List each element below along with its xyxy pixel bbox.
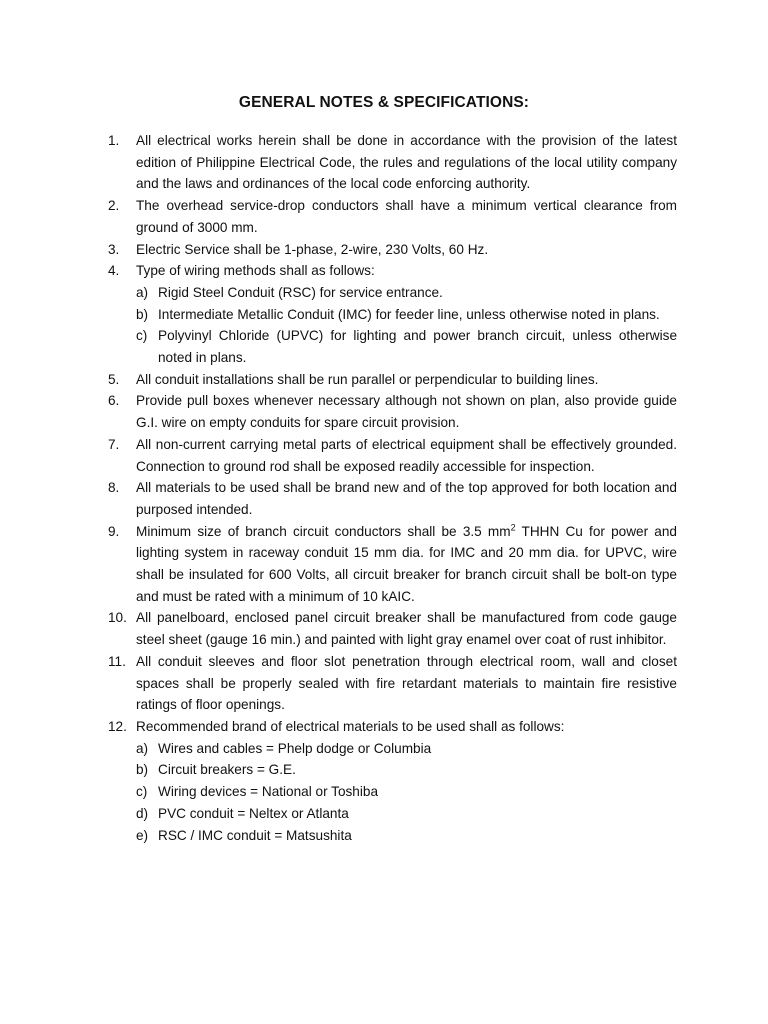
note-number: 12. <box>108 718 127 734</box>
note-number: 7. <box>108 436 120 452</box>
note-number: 2. <box>108 198 120 214</box>
sub-item-text: RSC / IMC conduit = Matsushita <box>158 827 352 843</box>
note-text: All conduit sleeves and floor slot penetration through electrical room, wall and closet spaces shall be properly sealed with fire retardant materials to maintain fire resistive ratings of floor openings. <box>136 653 677 713</box>
note-number: 4. <box>108 263 120 279</box>
note-text: The overhead service-drop conductors shall have a minimum vertical clearance from ground of 3000 mm. <box>136 198 677 235</box>
note-text: All conduit installations shall be run parallel or perpendicular to building lines. <box>136 371 599 387</box>
note-text <box>136 521 677 608</box>
sub-item-letter: b) <box>136 762 149 778</box>
note-text: All materials to be used shall be brand new and of the top approved for both location and purposed intended. <box>136 480 677 517</box>
note-item-4 <box>0 260 677 369</box>
note-text: Provide pull boxes whenever necessary although not shown on plan, also provide guide G.I. wire on empty conduits for spare circuit provision. <box>136 393 677 431</box>
note-number: 10. <box>108 610 127 626</box>
sub-item <box>136 825 677 847</box>
note-number: 6. <box>108 393 120 409</box>
sub-item-letter: b) <box>136 306 149 322</box>
sub-item-letter: d) <box>136 805 149 821</box>
note-item-9 <box>0 521 677 608</box>
note-number: 3. <box>108 241 120 257</box>
note-text: All electrical works herein shall be done in accordance with the provision of the latest edition of Philippine Electrical Code, the rules and regulations of the local utility company and the laws and ordinances of the local code enforcing authority. <box>136 133 677 192</box>
note-item-6 <box>0 390 677 433</box>
note-item-12 <box>0 716 677 846</box>
note-item-5 <box>0 369 677 391</box>
note-item-7 <box>0 434 677 477</box>
sub-item-letter: a) <box>136 740 149 756</box>
note-number: 1. <box>108 133 120 148</box>
sub-item-text: Polyvinyl Chloride (UPVC) for lighting and power branch circuit, unless otherwise noted in plans. <box>158 328 677 366</box>
note-text: Electric Service shall be 1-phase, 2-wire, 230 Volts, 60 Hz. <box>136 241 489 257</box>
sub-item <box>136 304 677 326</box>
sub-item-text: PVC conduit = Neltex or Atlanta <box>158 805 349 821</box>
sub-item-letter: c) <box>136 784 148 800</box>
brands-sublist <box>136 738 677 847</box>
sub-item-letter: a) <box>136 284 149 300</box>
sub-item <box>136 781 677 803</box>
sub-item <box>136 325 677 368</box>
note-text: All non-current carrying metal parts of electrical equipment shall be effectively grounded. Connection to ground rod shall be exposed readily accessible for inspection. <box>136 436 677 474</box>
note-text: Recommended brand of electrical materials to be used shall as follows: <box>136 718 565 734</box>
sub-item <box>136 759 677 781</box>
page-title: GENERAL NOTES & SPECIFICATIONS: <box>238 94 530 111</box>
sub-item-text: Wires and cables = Phelp dodge or Columbia <box>158 740 432 756</box>
wiring-methods-sublist <box>136 282 677 369</box>
sub-item-text: Circuit breakers = G.E. <box>158 762 296 778</box>
note-text: Type of wiring methods shall as follows: <box>136 263 375 279</box>
sub-item-letter: c) <box>136 328 148 344</box>
note-item-10 <box>0 607 677 650</box>
sub-item-text: Wiring devices = National or Toshiba <box>158 784 379 800</box>
note-item-1 <box>0 130 677 195</box>
note-item-11 <box>0 651 677 716</box>
superscript: 2 <box>510 522 516 533</box>
notes-list <box>0 130 677 846</box>
note-text-part: Minimum size of branch circuit conductors shall be 3.5 mm <box>136 523 511 539</box>
note-item-2 <box>0 195 677 238</box>
note-number: 5. <box>108 371 120 387</box>
note-text: All panelboard, enclosed panel circuit breaker shall be manufactured from code gauge steel sheet (gauge 16 min.) and painted with light gray enamel over coat of rust inhibitor. <box>136 610 677 648</box>
sub-item <box>136 282 677 304</box>
sub-item <box>136 803 677 825</box>
note-item-3 <box>0 239 677 261</box>
sub-item <box>136 738 677 760</box>
note-number: 8. <box>108 480 120 496</box>
sub-item-text: Rigid Steel Conduit (RSC) for service entrance. <box>158 284 443 300</box>
note-number: 9. <box>108 523 120 539</box>
sub-item-letter: e) <box>136 827 149 843</box>
sub-item-text: Intermediate Metallic Conduit (IMC) for feeder line, unless otherwise noted in plans. <box>158 306 660 322</box>
note-text-part: THHN Cu for power and lighting system in raceway conduit 15 mm dia. for IMC and 20 mm dia. for UPVC, wire shall be insulated for 600 Volts, all circuit breaker for branch circuit shall be bolt-on type and must be rated with a minimum of 10 kAIC. <box>136 523 677 604</box>
note-item-8 <box>0 477 677 520</box>
note-number: 11. <box>108 653 126 669</box>
